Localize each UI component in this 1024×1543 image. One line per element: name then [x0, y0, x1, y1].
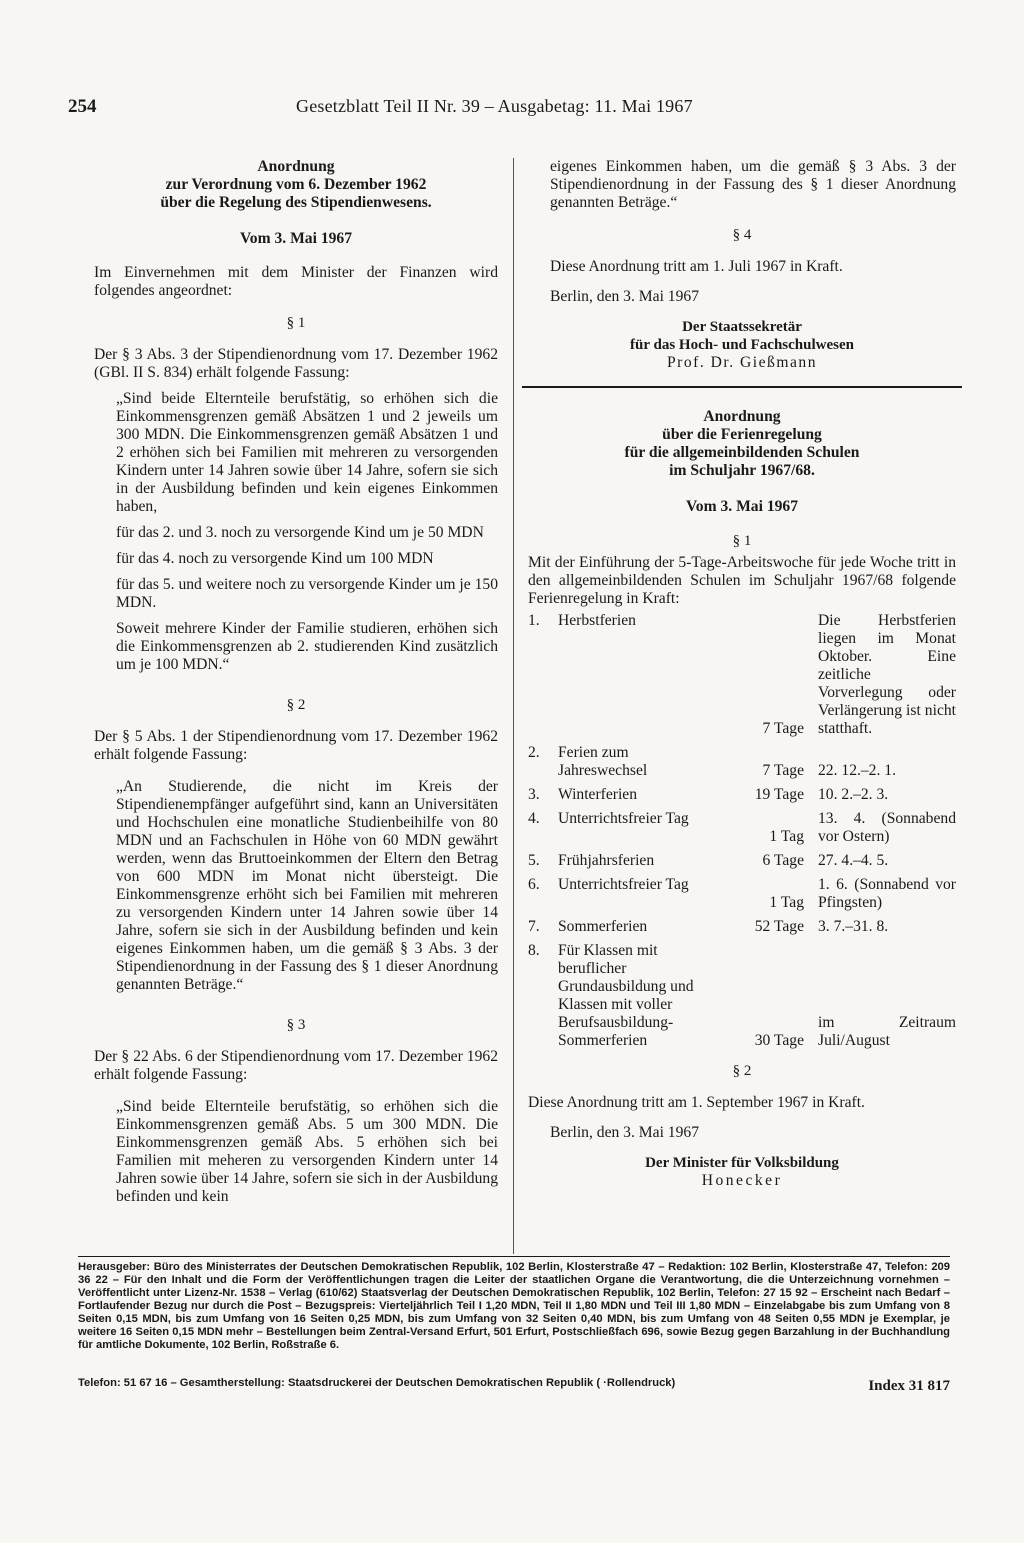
ordinance-title-line: über die Ferienregelung	[662, 426, 822, 443]
left-column	[94, 158, 498, 1206]
quote-paragraph: für das 4. noch zu versorgende Kind um 100 MDN	[116, 550, 434, 567]
ordinance-date: Vom 3. Mai 1967	[685, 498, 799, 515]
holiday-row	[528, 786, 956, 810]
holiday-note: 1. 6. (Sonnabend vor Pfingsten)	[818, 876, 956, 911]
column-divider	[513, 158, 514, 1254]
holiday-number: 8.	[528, 942, 540, 959]
place-date: Berlin, den 3. Mai 1967	[550, 288, 699, 305]
holiday-note: 27. 4.–4. 5.	[818, 852, 889, 869]
quote-paragraph: „Sind beide Elternteile berufstätig, so erhöhen sich die Einkommensgrenzen gemäß Abs. 5 um 300 MDN. Die Einkommensgrenzen gemäß Abs. 5 erhöhen sich bei Familien mit meheren zu versorgenden Kindern unter 14 Jahren sowie über 14 Jahre, sofern sie sich in der Ausbildung befinden und kein	[116, 1098, 498, 1205]
ordinance-title-line: über die Regelung des Stipendienwesens.	[160, 194, 432, 211]
section-text: Diese Anordnung tritt am 1. September 1967 in Kraft.	[528, 1094, 865, 1111]
holiday-duration: 52 Tage	[754, 918, 804, 935]
signatory-name: Honecker	[701, 1172, 783, 1189]
signatory-office: für das Hoch- und Fachschulwesen	[630, 337, 854, 353]
holiday-table	[528, 612, 956, 1056]
imprint-last-line	[78, 1377, 950, 1394]
section-text: Diese Anordnung tritt am 1. Juli 1967 in Kraft.	[550, 258, 843, 275]
quote-paragraph: „An Studierende, die nicht im Kreis der Stipendienempfänger aufgeführt sind, kann an Universitäten und Hochschulen eine monatliche Studienbeihilfe von 80 MDN und an Fachschulen in Höhe von 60 MDN gewährt werden, wenn das Bruttoeinkommen der Eltern den Betrag von 600 MDN im Monat nicht übersteigt. Die Einkommensgrenze erhöht sich bei Familien mit mehreren zu versorgenden Kindern unter 14 Jahren sowie über 14 Jahre, sofern sie sich in der Ausbildung befinden und kein eigenes Einkommen haben, um die gemäß § 3 Abs. 3 der Stipendienordnung in der Fassung des § 1 dieser Anordnung genannten Beträge.“	[116, 778, 498, 993]
ordinance-date: Vom 3. Mai 1967	[239, 230, 353, 247]
section-heading: § 3	[286, 1017, 306, 1033]
section-heading: § 4	[732, 227, 752, 243]
holiday-name: Herbstferien	[558, 612, 636, 629]
holiday-row	[528, 918, 956, 942]
running-head: Gesetzblatt Teil II Nr. 39 – Ausgabetag: 11. Mai 1967	[296, 96, 693, 116]
holiday-name: Winterferien	[558, 786, 638, 803]
holiday-number: 6.	[528, 876, 540, 893]
ordinance-title-line: Anordnung	[257, 158, 335, 175]
holiday-duration: 7 Tage	[762, 720, 804, 737]
holiday-name: Unterrichtsfreier Tag	[558, 876, 689, 893]
imprint-rule	[78, 1256, 950, 1257]
section-heading: § 2	[732, 1063, 752, 1079]
holiday-duration: 19 Tage	[754, 786, 804, 803]
right-column	[528, 158, 956, 1190]
ordinance-title-line: im Schuljahr 1967/68.	[669, 462, 815, 479]
holiday-number: 3.	[528, 786, 540, 803]
page-header	[68, 96, 948, 120]
holiday-note: Die Herbstferien liegen im Monat Oktober. Eine zeitliche Vorverlegung oder Verlängerung ist nicht statthaft.	[818, 612, 956, 737]
quote-paragraph: für das 2. und 3. noch zu versorgende Kind um je 50 MDN	[116, 524, 484, 541]
quote-paragraph: für das 5. und weitere noch zu versorgende Kinder um je 150 MDN.	[116, 576, 498, 611]
quote-paragraph: Soweit mehrere Kinder der Familie studieren, erhöhen sich die Einkommensgrenzen ab 2. studierenden Kind zusätzlich um je 100 MDN.“	[116, 620, 498, 673]
imprint-printer: Telefon: 51 67 16 – Gesamtherstellung: Staatsdruckerei der Deutschen Demokratischen Republik ( ·Rollendruck)	[78, 1377, 676, 1389]
section-heading: § 1	[732, 533, 752, 549]
holiday-row	[528, 744, 956, 786]
signatory-office: Der Staatssekretär	[682, 319, 802, 335]
holiday-number: 1.	[528, 612, 540, 629]
holiday-duration: 6 Tage	[762, 852, 804, 869]
signatory-name: Prof. Dr. Gießmann	[667, 354, 817, 371]
holiday-name: Ferien zum Jahreswechsel	[558, 744, 648, 779]
place-date: Berlin, den 3. Mai 1967	[550, 1124, 699, 1141]
section-text: Der § 22 Abs. 6 der Stipendienordnung vom 17. Dezember 1962 erhält folgende Fassung:	[94, 1048, 498, 1083]
holiday-duration: 1 Tag	[769, 828, 804, 845]
holiday-number: 2.	[528, 744, 540, 761]
ordinance-title-line: für die allgemeinbildenden Schulen	[624, 444, 860, 461]
quote-paragraph: „Sind beide Elternteile berufstätig, so erhöhen sich die Einkommensgrenzen gemäß Absätzen 1 und 2 jeweils um 300 MDN. Die Einkommensgrenzen gemäß Absätzen 1 und 2 erhöhen sich bei Familien mit mehreren zu versorgenden Kindern unter 14 Jahren sowie über 14 Jahre, sofern sie sich in der Ausbildung befinden und kein eigenes Einkommen haben,	[116, 390, 498, 515]
holiday-number: 5.	[528, 852, 540, 869]
holiday-duration: 30 Tage	[754, 1032, 804, 1049]
ordinance-title-line: Anordnung	[703, 408, 781, 425]
holiday-note: 3. 7.–31. 8.	[818, 918, 889, 935]
section-text: Der § 5 Abs. 1 der Stipendienordnung vom 17. Dezember 1962 erhält folgende Fassung:	[94, 728, 498, 763]
holiday-duration: 1 Tag	[769, 894, 804, 911]
holiday-number: 7.	[528, 918, 540, 935]
holiday-note: 13. 4. (Sonnabend vor Ostern)	[818, 810, 956, 845]
holiday-row	[528, 852, 956, 876]
holiday-name: Frühjahrsferien	[558, 852, 655, 869]
holiday-note: im Zeitraum Juli/August	[818, 1014, 956, 1049]
holiday-row	[528, 612, 956, 744]
holiday-number: 4.	[528, 810, 540, 827]
ordinance-title-line: zur Verordnung vom 6. Dezember 1962	[165, 176, 427, 193]
section-heading: § 2	[286, 697, 306, 713]
holiday-name: Sommerferien	[558, 918, 648, 935]
section-text: Mit der Einführung der 5-Tage-Arbeitswoche für jede Woche tritt in den allgemeinbildenden Schulen im Schuljahr 1967/68 folgende Ferienregelung in Kraft:	[528, 554, 956, 607]
holiday-row	[528, 810, 956, 852]
holiday-row	[528, 942, 956, 1056]
holiday-row	[528, 876, 956, 918]
article-separator	[522, 386, 962, 388]
section-heading: § 1	[286, 315, 306, 331]
quote-paragraph: eigenes Einkommen haben, um die gemäß § 3 Abs. 3 der Stipendienordnung in der Fassung des § 1 dieser Anordnung genannten Beträge.“	[550, 158, 956, 211]
holiday-name: Unterrichtsfreier Tag	[558, 810, 689, 827]
holiday-duration: 7 Tage	[762, 762, 804, 779]
section-text: Der § 3 Abs. 3 der Stipendienordnung vom 17. Dezember 1962 (GBl. II S. 834) erhält folgende Fassung:	[94, 346, 498, 381]
holiday-note: 22. 12.–2. 1.	[818, 762, 896, 779]
signatory-office: Der Minister für Volksbildung	[645, 1155, 839, 1171]
index-number: Index 31 817	[868, 1378, 950, 1394]
holiday-name: Für Klassen mit beruflicher Grundausbildung und Klassen mit voller Berufsausbildung-Sommerferien	[558, 942, 694, 1049]
page-number: 254	[68, 96, 97, 117]
intro-text: Im Einvernehmen mit dem Minister der Finanzen wird folgendes angeordnet:	[94, 264, 498, 299]
holiday-note: 10. 2.–2. 3.	[818, 786, 889, 803]
imprint-text: Herausgeber: Büro des Ministerrates der Deutschen Demokratischen Republik, 102 Berlin, Klosterstraße 47 – Redaktion: 102 Berlin, Klosterstraße 47, Telefon: 209 36 22 – Für den Inhalt und die Form der Veröffentlichungen tragen die Leiter der staatlichen Organe die Verantwortung, die die Unterzeichnung vornehmen – Veröffentlicht unter Lizenz-Nr. 1538 – Verlag (610/62) Staatsverlag der Deutschen Demokratischen Republik, 102 Berlin, Telefon: 27 15 92 – Erscheint nach Bedarf – Fortlaufender Bezug nur durch die Post – Bezugspreis: Vierteljährlich Teil I 1,20 MDN, Teil II 1,80 MDN und Teil III 1,80 MDN – Einzelabgabe bis zum Umfang von 8 Seiten 0,15 MDN, bis zum Umfang von 16 Seiten 0,25 MDN, bis zum Umfang von 32 Seiten 0,40 MDN, bis zum Umfang von 48 Seiten 0,55 MDN je Exemplar, je weitere 16 Seiten 0,15 MDN mehr – Bestellungen beim Zentral-Versand Erfurt, 501 Erfurt, Postschließfach 696, sowie Bezug gegen Barzahlung in der Buchhandlung für amtliche Dokumente, 102 Berlin, Roßstraße 6.	[78, 1261, 950, 1351]
